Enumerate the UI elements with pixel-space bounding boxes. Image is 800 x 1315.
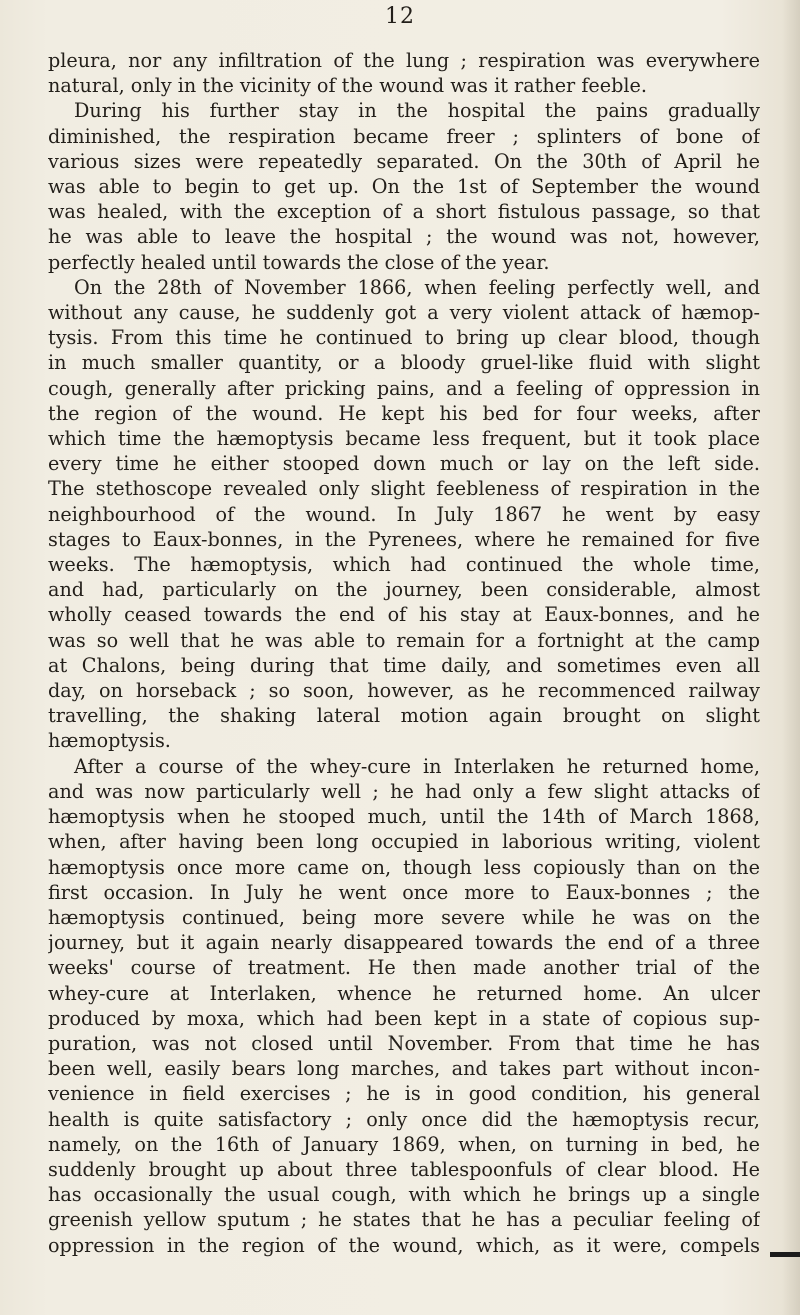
text-line: whey-cure at Interlaken, whence he returned home. An ulcer [48,981,760,1005]
text-line: hæmoptysis. [48,729,171,753]
text-line: when, after having been long occupied in laborious writing, violent [48,830,760,854]
text-line: cough, generally after pricking pains, and a feeling of oppression in [48,376,760,400]
text-line: the region of the wound. He kept his bed for four weeks, after [48,401,760,425]
text-line: was able to begin to get up. On the 1st of September the wound [48,175,760,199]
text-line: oppression in the region of the wound, which, as it were, compels [48,1233,760,1257]
text-line: weeks' course of treatment. He then made another trial of the [48,956,760,980]
text-line: puration, was not closed until November. From that time he has [48,1031,760,1055]
text-line: On the 28th of November 1866, when feeling perfectly well, and [74,275,760,299]
text-line: day, on horseback ; so soon, however, as he recommenced railway [48,679,760,703]
text-line: After a course of the whey-cure in Interlaken he returned home, [74,754,760,778]
text-line: journey, but it again nearly disappeared towards the end of a three [48,931,760,955]
text-line: health is quite satisfactory ; only once did the hæmoptysis recur, [48,1107,760,1131]
text-line: produced by moxa, which had been kept in a state of copious sup- [48,1006,760,1030]
text-line: namely, on the 16th of January 1869, when, on turning in bed, he [48,1132,760,1156]
text-line: greenish yellow sputum ; he states that he has a peculiar feeling of [48,1208,760,1232]
text-line: hæmoptysis continued, being more severe while he was on the [48,905,760,929]
text-line: he was able to leave the hospital ; the wound was not, however, [48,225,760,249]
scan-edge-mark [770,1252,800,1257]
text-line: at Chalons, being during that time daily, and sometimes even all [48,653,760,677]
text-line: During his further stay in the hospital the pains gradually [74,99,760,123]
text-line: neighbourhood of the wound. In July 1867 he went by easy [48,502,760,526]
text-line: in much smaller quantity, or a bloody gruel-like fluid with slight [48,351,760,375]
text-line: been well, easily bears long marches, and takes part without incon- [48,1057,760,1081]
page-edge-shadow [782,0,800,1315]
text-line: every time he either stooped down much or lay on the left side. [48,452,760,476]
text-line: pleura, nor any infiltration of the lung ; respiration was everywhere [48,49,760,72]
text-line: various sizes were repeatedly separated. On the 30th of April he [48,149,760,173]
text-line: venience in field exercises ; he is in good condition, his general [48,1082,760,1106]
text-line: and was now particularly well ; he had only a few slight attacks of [48,779,760,803]
text-line: which time the hæmoptysis became less frequent, but it took place [48,427,760,451]
text-line: tysis. From this time he continued to bring up clear blood, though [48,326,760,350]
text-line: has occasionally the usual cough, with which he brings up a single [48,1183,760,1207]
text-line: diminished, the respiration became freer ; splinters of bone of [48,124,760,148]
text-line: without any cause, he suddenly got a very violent attack of hæmop- [48,301,760,325]
text-line: first occasion. In July he went once more to Eaux-bonnes ; the [48,880,760,904]
text-line: hæmoptysis when he stooped much, until the 14th of March 1868, [48,805,760,829]
text-line: The stethoscope revealed only slight feebleness of respiration in the [48,477,760,501]
text-line: was so well that he was able to remain for a fortnight at the camp [48,628,760,652]
text-line: perfectly healed until towards the close of the year. [48,250,550,274]
text-line: hæmoptysis once more came on, though less copiously than on the [48,855,760,879]
text-line: suddenly brought up about three tablespoonfuls of clear blood. He [48,1157,760,1181]
text-line: was healed, with the exception of a short fistulous passage, so that [48,200,760,224]
text-line: natural, only in the vicinity of the wound was it rather feeble. [48,74,648,98]
text-line: and had, particularly on the journey, been considerable, almost [48,578,760,602]
text-line: wholly ceased towards the end of his stay at Eaux-bonnes, and he [48,603,760,627]
text-line: weeks. The hæmoptysis, which had continued the whole time, [48,553,760,577]
page-number: 12 [385,4,415,29]
body-text [48,48,760,1258]
text-line: stages to Eaux-bonnes, in the Pyrenees, where he remained for five [48,527,760,551]
text-line: travelling, the shaking lateral motion again brought on slight [48,704,760,728]
